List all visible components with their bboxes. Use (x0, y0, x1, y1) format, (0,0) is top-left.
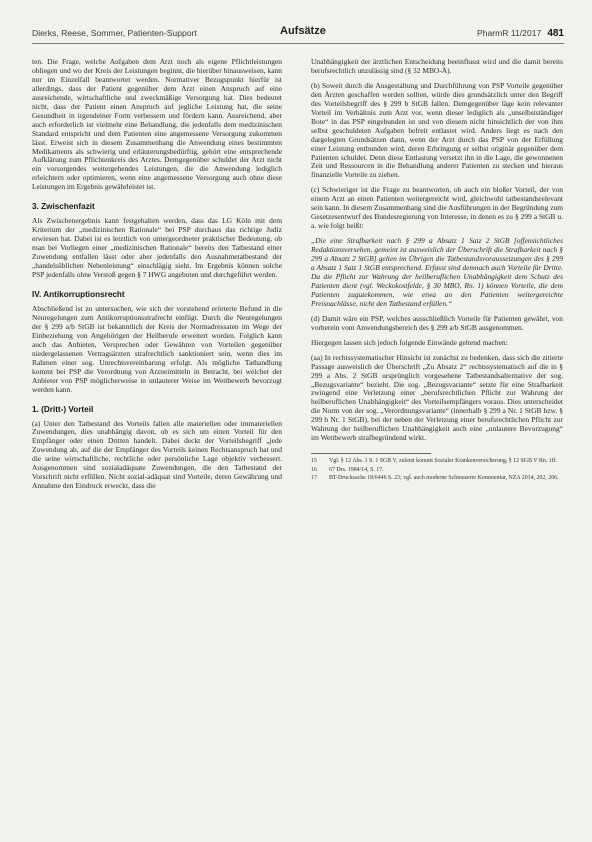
footnote-number: 15 (311, 458, 317, 465)
footnote-text: BT-Drucksache 18/6446 S. 23; vgl. auch moderne Schmuserer Kommentar, NZA 2014, 202, 206. (329, 474, 559, 481)
left-paragraph-2: Als Zwischenergebnis kann festgehalten werden, dass das LG Köln mit dem Kriterium der „medizinischen Rationale“ bei PSP durchaus das richtige Judiz erwiesen hat. Dabei ist es letztlich von untergeordneter praktischer Bedeutung, ob man bei Vorliegen einer „medizinischen Rationale“ bereits den Tatbestand einer Zuwendung entfallen lässt oder aber jedenfalls den Ausnahmetatbestand der „handelsüblichen Nebenleistung“ einschlägig sieht. Im Ergebnis können solche PSP jedenfalls ohne Verstoß gegen § 7 HWG angeboten und durchgeführt werden. (32, 216, 282, 280)
left-paragraph-4: (a) Unter den Tatbestand des Vorteils fallen alle materiellen oder immateriellen Zuwendungen, dies unabhängig davon, ob es sich um einen Vorteil für den Empfänger oder einen Dritten handelt. Dabei deckt der Vorteilsbegriff „jede Zuwendung ab, auf die der Empfänger des Vorteils keinen Rechtsanspruch hat und die seine wirtschaftliche, rechtliche oder persönliche Lage objektiv verbessert. Ausgenommen sind sozialadäquate Zuwendungen, die den Tatbestand der Vorschrift nicht erfüllen. Nicht sozial-adäquat sind Vorteile, deren Gewährung und Annahme den Eindruck erweckt, dass die (32, 418, 282, 491)
footnote (311, 467, 563, 474)
header-journal-info (477, 28, 564, 39)
footnote (311, 458, 563, 465)
left-paragraph-1: ten. Die Frage, welche Aufgaben dem Arzt noch als eigene Pflichtleistungen obliegen und wo der Kreis der Leistungen beginnt, die hierüber hinausweisen, kann nur im Einzelfall beantwortet werden. Normativer Bezugspunkt hierfür ist allerdings, dass der Patient gegenüber dem Arzt einen Anspruch auf eine ausreichende, wirtschaftliche und zweckmäßige Versorgung hat. Dies bedeutet nicht, dass der Patient einen Anspruch auf jegliche Leistung hat, die seine Gesundheit in irgendeiner Form verbessern und fördern kann. Ausreichend, aber auch erforderlich ist vielmehr eine Behandlung, die jedenfalls dem medizinischen Standard entspricht und dem Patienten eine angemessene Versorgung zukommen lässt. Erweist sich in diesem Zusammenhang die Anwendung eines bestimmten Medikaments als schwierig und erläuterungsbedürftig, gehört eine entsprechende Aufklärung zum Pflichtenkreis des Arztes. Demgegenüber schuldet der Arzt nicht ein vorsorgendes weitergehendes Leistungen, die die Anwendung lediglich erleichtern oder optimieren, wenn eine angemessene Versorgung auch ohne diese Leistungen im Ergebnis gewährleistet ist. (32, 57, 282, 192)
footnote-rule (311, 453, 431, 454)
running-header (32, 24, 564, 44)
heading-dritt-vorteil: 1. (Dritt-) Vorteil (32, 404, 94, 414)
right-paragraph-6: (aa) In rechtssystematischer Hinsicht ist zunächst zu bedenken, dass sich die zitierte Passage ausweislich der Überschrift „Zu Absatz 2“ rechtssystematisch auf die in § 299 a Abs. 2 StGB ursprünglich vorgesehene Tatbestandsalternative der sog. „Bezugsvariante“ bezieht. Die sog. „Bezugsvariante“ setzte für eine Strafbarkeit zwingend eine Verletzung einer „berufsrechtlichen Pflicht zur Wahrung der heilberuflichen Unabhängigkeit“ des Vorteilsempfängers voraus. Dies unterscheidet die Norm von der sog. „Verordnungsvariante“ (innerhalb § 299 a Nr. 1 StGB bzw. § 299 b Nr. 1 StGB), bei der neben der Verletzung einer berufsrechtlichen Pflicht zur Wahrung der heilberuflichen Unabhängigkeit auch eine „unlautere Bevorzugung“ im Wettbewerb strafbegründend wirkt. (311, 352, 563, 443)
right-paragraph-3: (c) Schwieriger ist die Frage zu beantworten, ob auch ein bloßer Vorteil, der von einem Arzt an einen Patienten weitergereicht wird, gleichwohl tatbestandsrelevant sein kann. In diesem Zusammenhang sind die Ausführungen in der Begründung zum Gesetzesentwurf des Bundesregierung von Interesse, in denen es zu § 299 a StGB u. a. wie folgt heißt: (311, 185, 563, 231)
right-paragraph-1: Unabhängigkeit der ärztlichen Entscheidung beeinflusst wird und die damit bereits berufsrechtlich unzulässig sind (§ 32 MBO-Ä). (311, 57, 563, 75)
header-page-number: 481 (547, 28, 564, 39)
right-paragraph-5: Hiergegen lassen sich jedoch folgende Einwände geltend machen: (311, 337, 508, 347)
footnote-text: Vgl. § 12 Abs. 1 S. 1 SGB V, zuletzt kommt Sozialer Krankenversicherung, § 12 SGB V Rn. 1ff. (329, 458, 558, 465)
left-column (32, 58, 282, 497)
footnote-number: 16 (311, 466, 317, 473)
footnote-text: 67 Drs. 1984/14, S. 17. (329, 466, 384, 473)
header-section: Aufsätze (280, 25, 326, 37)
block-quote: „Die eine Strafbarkeit nach § 299 a Absatz 1 Satz 2 StGB [offensichtliches Redaktionsversehen, gemeint ist ausweislich der Überschrift die Strafbarkeit nach § 299 a Absatz 2 StGB] gelten im Übrigen die Tatbestandsvoraussetzungen des § 299 a Absatz 1 Satz 1 StGB entsprechend. Erfasst sind demnach auch Vorteile für Dritte. Da die Pflicht zur Wahrung der heilberuflichen Unabhängigkeit dem Schutz des Patienten dient (vgl. Weckokostfelde, § 30 MBO, Rn. 1) können Vorteile, die dem Patienten zugutekommen, wie etwa an den Patienten weitergereichte Preisnachlässe, nicht den Tatbestand erfüllen.“ (311, 236, 563, 308)
heading-zwischenfazit: 3. Zwischenfazit (32, 202, 95, 212)
heading-antikorruptionsrecht: IV. Antikorruptionsrecht (32, 289, 125, 299)
footnote-number: 17 (311, 474, 317, 481)
right-paragraph-2: (b) Soweit durch die Ausgestaltung und Durchführung von PSP Vorteile gegenüber den Ärzten geschaffen werden sollten, würde dies grundsätzlich unter den Begriff des Vorteilsbegriff des § 299 b StGB fallen. Demgegenüber läge kein relevanter Vorteil im Verhältnis zum Arzt vor, wenn dieser lediglich als „unselbstständiger Bote“ in das PSP eingebunden ist und von diesem nicht hinsichtlich der von ihm selbst geschuldeten Aufgaben befreit entlastet wird. Anders liegt es nach den dargelegten Grundsätzen dann, wenn der Arzt durch das PSP von der Erfüllung einer Leistung entbunden wird, deren Erbringung er selbst originär gegenüber dem Patienten schuldet. Denn diese Entlastung versetzt ihn in die Lage, die gewonnenen Zeit und Ressourcen in die Behandlung anderer Patienten zu stecken und hieraus finanzielle Vorteile zu ziehen. (311, 80, 563, 180)
header-rule (32, 43, 564, 44)
left-paragraph-3: Abschließend ist zu untersuchen, wie sich der vorstehend erörterte Befund in die Neuregelungen zum Antikorruptionsstrafrecht einfügt. Durch die Neuregelungen der § 299 a/b StGB ist bekanntlich der Kreis der Normadressaten im Wege der Einbeziehung von Angehörigen der Heilberufe erweitert worden. Folglich kann auch das Anbieten, Versprechen oder Gewähren von Vorteilen gegenüber niedergelassenen Vertragsärzten strafrechtlich sanktioniert sein, wenn dies im Rahmen einer sog. Unrechtsvereinbarung erfolgt. Als mögliche Tathandlung kommt bei PSP die Verordnung von Arzneimitteln in Betracht, bei welcher der Anbieter von PSP möglicherweise in unlauterer Weise im Wettbewerb bevorzugt werden kann. (32, 303, 282, 394)
header-journal: PharmR 11/2017 (476, 28, 542, 38)
header-authors: Dierks, Reese, Sommer, Patienten-Support (32, 28, 197, 38)
footnote (311, 475, 563, 482)
right-column (311, 58, 563, 483)
right-paragraph-4: (d) Damit wäre ein PSP, welches ausschließlich Vorteile für Patienten gewährt, von vorherein vom Anwendungsbereich des § 299 a/b StGB ausgenommen. (311, 313, 563, 332)
